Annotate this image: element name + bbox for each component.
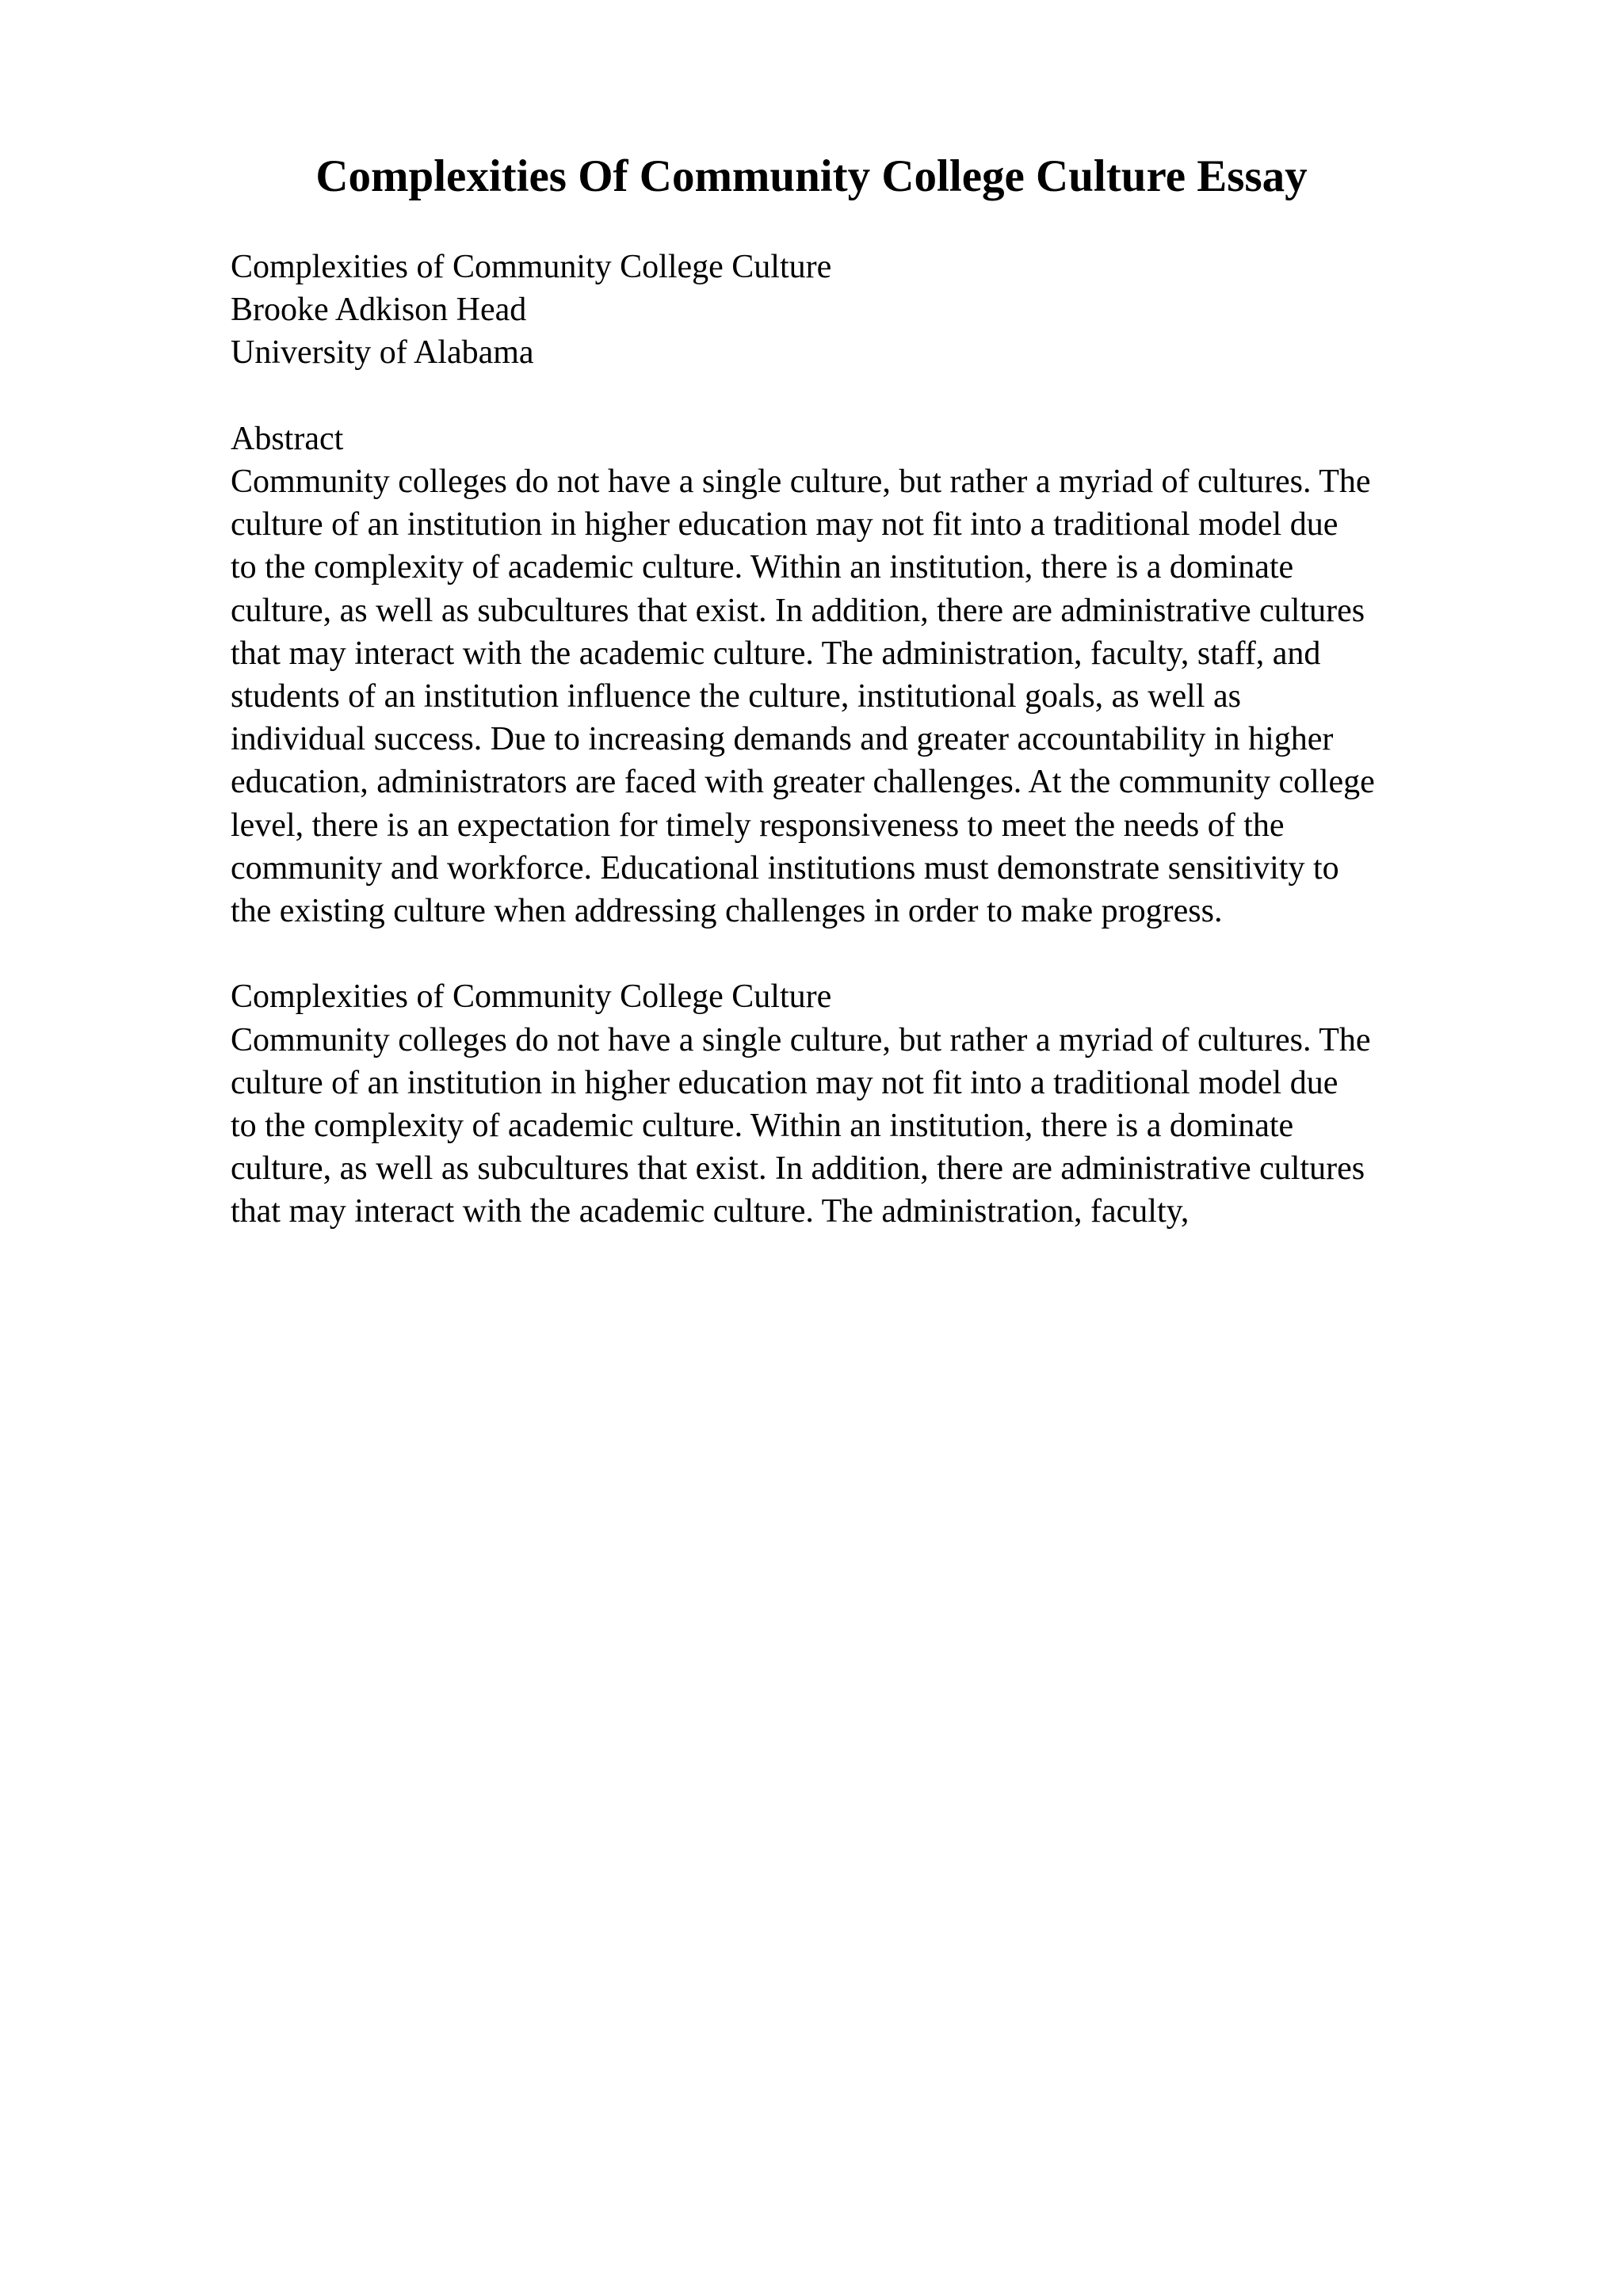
- abstract-line: community and workforce. Educational institutions must demonstrate sensitivity to: [231, 849, 1339, 887]
- section-line: culture of an institution in higher education may not fit into a traditional model due: [231, 1064, 1338, 1101]
- abstract-line: education, administrators are faced with greater challenges. At the community college: [231, 764, 1375, 801]
- paragraph-spacer: [231, 375, 1530, 418]
- document-title: Complexities Of Community College Culture Essay: [315, 151, 1308, 201]
- abstract-line: individual success. Due to increasing demands and greater accountability in higher: [231, 721, 1334, 758]
- abstract-line: Community colleges do not have a single culture, but rather a myriad of cultures. The: [231, 463, 1371, 500]
- section-line: Community colleges do not have a single culture, but rather a myriad of cultures. The: [231, 1021, 1371, 1058]
- affiliation-line: University of Alabama: [231, 334, 534, 372]
- abstract-line: culture of an institution in higher education may not fit into a traditional model due: [231, 506, 1338, 543]
- abstract-line: level, there is an expectation for timely responsiveness to meet the needs of the: [231, 807, 1285, 844]
- section-line: to the complexity of academic culture. Within an institution, there is a dominate: [231, 1108, 1294, 1145]
- section-heading: Complexities of Community College Culture: [231, 978, 832, 1016]
- document-body: [231, 246, 1530, 1234]
- section-line: that may interact with the academic culture. The administration, faculty,: [231, 1193, 1190, 1230]
- abstract-line: the existing culture when addressing challenges in order to make progress.: [231, 893, 1223, 930]
- abstract-line: that may interact with the academic culture. The administration, faculty, staff, and: [231, 635, 1321, 672]
- abstract-heading: Abstract: [231, 420, 344, 457]
- paper-title-line: Complexities of Community College Culture: [231, 249, 832, 285]
- abstract-line: culture, as well as subcultures that exist. In addition, there are administrative cultures: [231, 592, 1365, 629]
- author-line: Brooke Adkison Head: [231, 292, 527, 329]
- abstract-line: to the complexity of academic culture. Within an institution, there is a dominate: [231, 549, 1294, 586]
- paragraph-spacer: [231, 933, 1530, 975]
- abstract-line: students of an institution influence the culture, institutional goals, as well as: [231, 678, 1241, 715]
- section-line: culture, as well as subcultures that exist. In addition, there are administrative cultures: [231, 1150, 1365, 1188]
